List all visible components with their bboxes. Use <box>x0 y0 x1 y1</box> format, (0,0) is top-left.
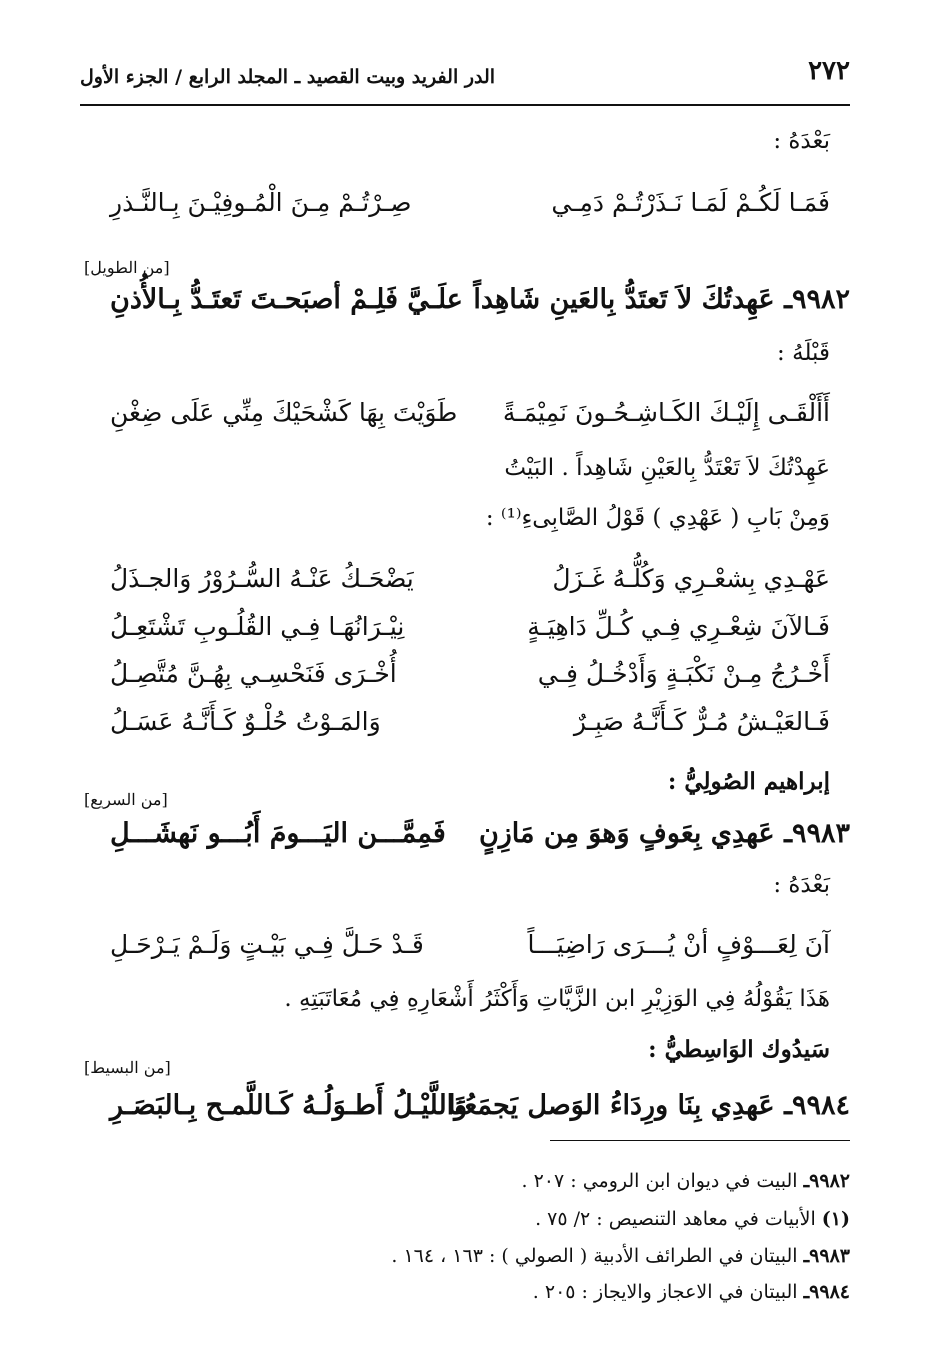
verse-second-hemistich: قَـدْ حَـلَّ فِـي بَيْـتٍ وَلَـمْ يَـرْحَـلِ <box>110 930 424 959</box>
text-line: وَمِنْ بَابِ ( عَهْدِي ) قَوْلُ الصَّابِىءِ⁽¹⁾ : <box>485 505 830 531</box>
footnote-number: (١) <box>821 1208 850 1230</box>
verse-first-hemistich: فَمَـا لَكُـمْ لَمَـا نَـذَرْتُـمْ دَمِـي <box>551 188 830 217</box>
footnote-text: البيتان في الطرائف الأدبية ( الصولي ) : ١٦٣ ، ١٦٤ . <box>391 1245 798 1267</box>
verse-second-hemistich: نِيْـرَانُهَـا فِـي القُلُـوبِ تَشْتَعِـلُ <box>110 612 405 641</box>
footnote-number: ٩٩٨٢ـ <box>803 1170 850 1192</box>
verse-second-hemistich: وَالمَـوْتُ حُلْـوٌ كَـأَنَّـهُ عَسَـلُ <box>110 707 381 736</box>
verse-second-hemistich: أُخْـرَى فَنَحْسِـي بِهُـنَّ مُتَّصِـلُ <box>110 659 397 688</box>
verse-second-hemistich: صِـرْتُـمْ مِـنَ الْمُـوفِيْـنَ بِـالنَّـذرِ <box>110 188 412 217</box>
verse-entry-9982 <box>80 284 850 328</box>
footnote-number: ٩٩٨٣ـ <box>803 1245 850 1267</box>
footnote-text: البيت في ديوان ابن الرومي : ٢٠٧ . <box>521 1170 798 1192</box>
verse-line <box>80 707 850 751</box>
poet-name: إبراهيم الصُولِيُّ : <box>667 768 830 795</box>
footnote <box>522 1170 851 1192</box>
verse-second-hemistich: يَضْحَـكُ عَنْـهُ السُّـرُوْرُ وَالجـذَلُ <box>110 564 414 593</box>
verse-first-hemistich: ٩٩٨٢ـ عَهِدتُكَ لاَ تَعتَدُّ بِالعَينِ شَاهِداً <box>473 284 850 315</box>
footnote-rule <box>550 1140 850 1141</box>
verse-second-hemistich: علَـيَّ فَلِـمْ أصبَحـتَ تَعتَـدُّ بِـالأُذنِ <box>110 284 463 315</box>
verse-first-hemistich: عَهْـدِي بِشعْـرِي وَكُلُّـهُ غَـزَلُ <box>552 564 830 593</box>
footnote-text: الأبيات في معاهد التنصيص : ٢/ ٧٥ . <box>535 1208 816 1230</box>
verse-line <box>80 398 850 442</box>
verse-line <box>80 659 850 703</box>
text-line: هَذَا يَقُوْلُهُ فِي الوَزِيْرِ ابن الزَّيَّاتِ وَأَكْثَرُ أَشْعَارِهِ فِي مُعَاتَبَتِهِ . <box>284 986 830 1012</box>
verse-first-hemistich: فَـالعَيْـشُ مُـرٌّ كَـأَنَّـهُ صَبِـرٌ <box>573 707 830 736</box>
verse-second-hemistich: وَاللَّيْـلُ أَطـوَلُـهُ كَـاللَّمـح بِـالبَصَـرِ <box>110 1090 468 1121</box>
verse-line <box>80 612 850 656</box>
verse-first-hemistich: ٩٩٨٣ـ عَهدِي بِعَوفٍ وَهوَ مِن مَازِنٍ <box>478 818 850 849</box>
running-header <box>80 52 850 102</box>
text-line: بَعْدَهُ : <box>773 128 830 154</box>
verse-entry-9983 <box>80 818 850 862</box>
verse-line <box>80 188 850 232</box>
meter-label: [من السريع] <box>84 790 168 809</box>
footnote-number: ٩٩٨٤ـ <box>803 1281 850 1303</box>
verse-second-hemistich: طَوَيْتَ بِهَا كَشْحَيْكَ مِنِّي عَلَى ضِغْنِ <box>110 398 458 427</box>
verse-entry-9984 <box>80 1090 850 1134</box>
header-title: الدر الفريد وبيت القصيد ـ المجلد الرابع / الجزء الأول <box>80 66 496 88</box>
page-number: ٢٧٢ <box>808 56 850 86</box>
meter-label: [من البسيط] <box>84 1058 171 1077</box>
verse-second-hemistich: فَمِمَّـــن اليَـــومَ أَبُـــو نَهشَـــلِ <box>110 818 446 849</box>
meter-label: [من الطويل] <box>84 258 170 277</box>
text-line: قَبْلَهُ : <box>777 340 830 366</box>
verse-line <box>80 930 850 974</box>
header-rule <box>80 104 850 106</box>
verse-first-hemistich: آنَ لِعَـــوْفٍ أنْ يُـــرَى رَاضِيَـــاً <box>527 930 830 959</box>
footnote <box>535 1208 850 1230</box>
verse-first-hemistich: فَـالآنَ شِعْـرِي فِـي كُـلِّ دَاهِيَـةٍ <box>527 612 830 641</box>
verse-first-hemistich: ٩٩٨٤ـ عَهدِي بِنَا ورِدَاءُ الوَصل يَجمَعُنَا <box>448 1090 850 1121</box>
footnote-text: البيتان في الاعجاز والايجاز : ٢٠٥ . <box>532 1281 798 1303</box>
verse-line <box>80 564 850 608</box>
text-line: بَعْدَهُ : <box>773 872 830 898</box>
verse-first-hemistich: أَخْـرُجُ مِـنْ نَكْبَـةٍ وَأَدْخُـلُ فِـي <box>537 659 830 688</box>
poet-name: سَيدُوك الوَاسِطيُّ : <box>648 1036 830 1063</box>
footnote <box>391 1245 850 1267</box>
text-line: عَهِدْتُكَ لاَ تَعْتَدُّ بِالعَيْنِ شَاهِداً . البَيْتُ <box>504 455 830 481</box>
footnote <box>533 1281 850 1303</box>
verse-first-hemistich: أَأَلْقَـى إِلَيْـكَ الكَـاشِـحُـونَ نَمِيْمَـةً <box>502 398 830 427</box>
